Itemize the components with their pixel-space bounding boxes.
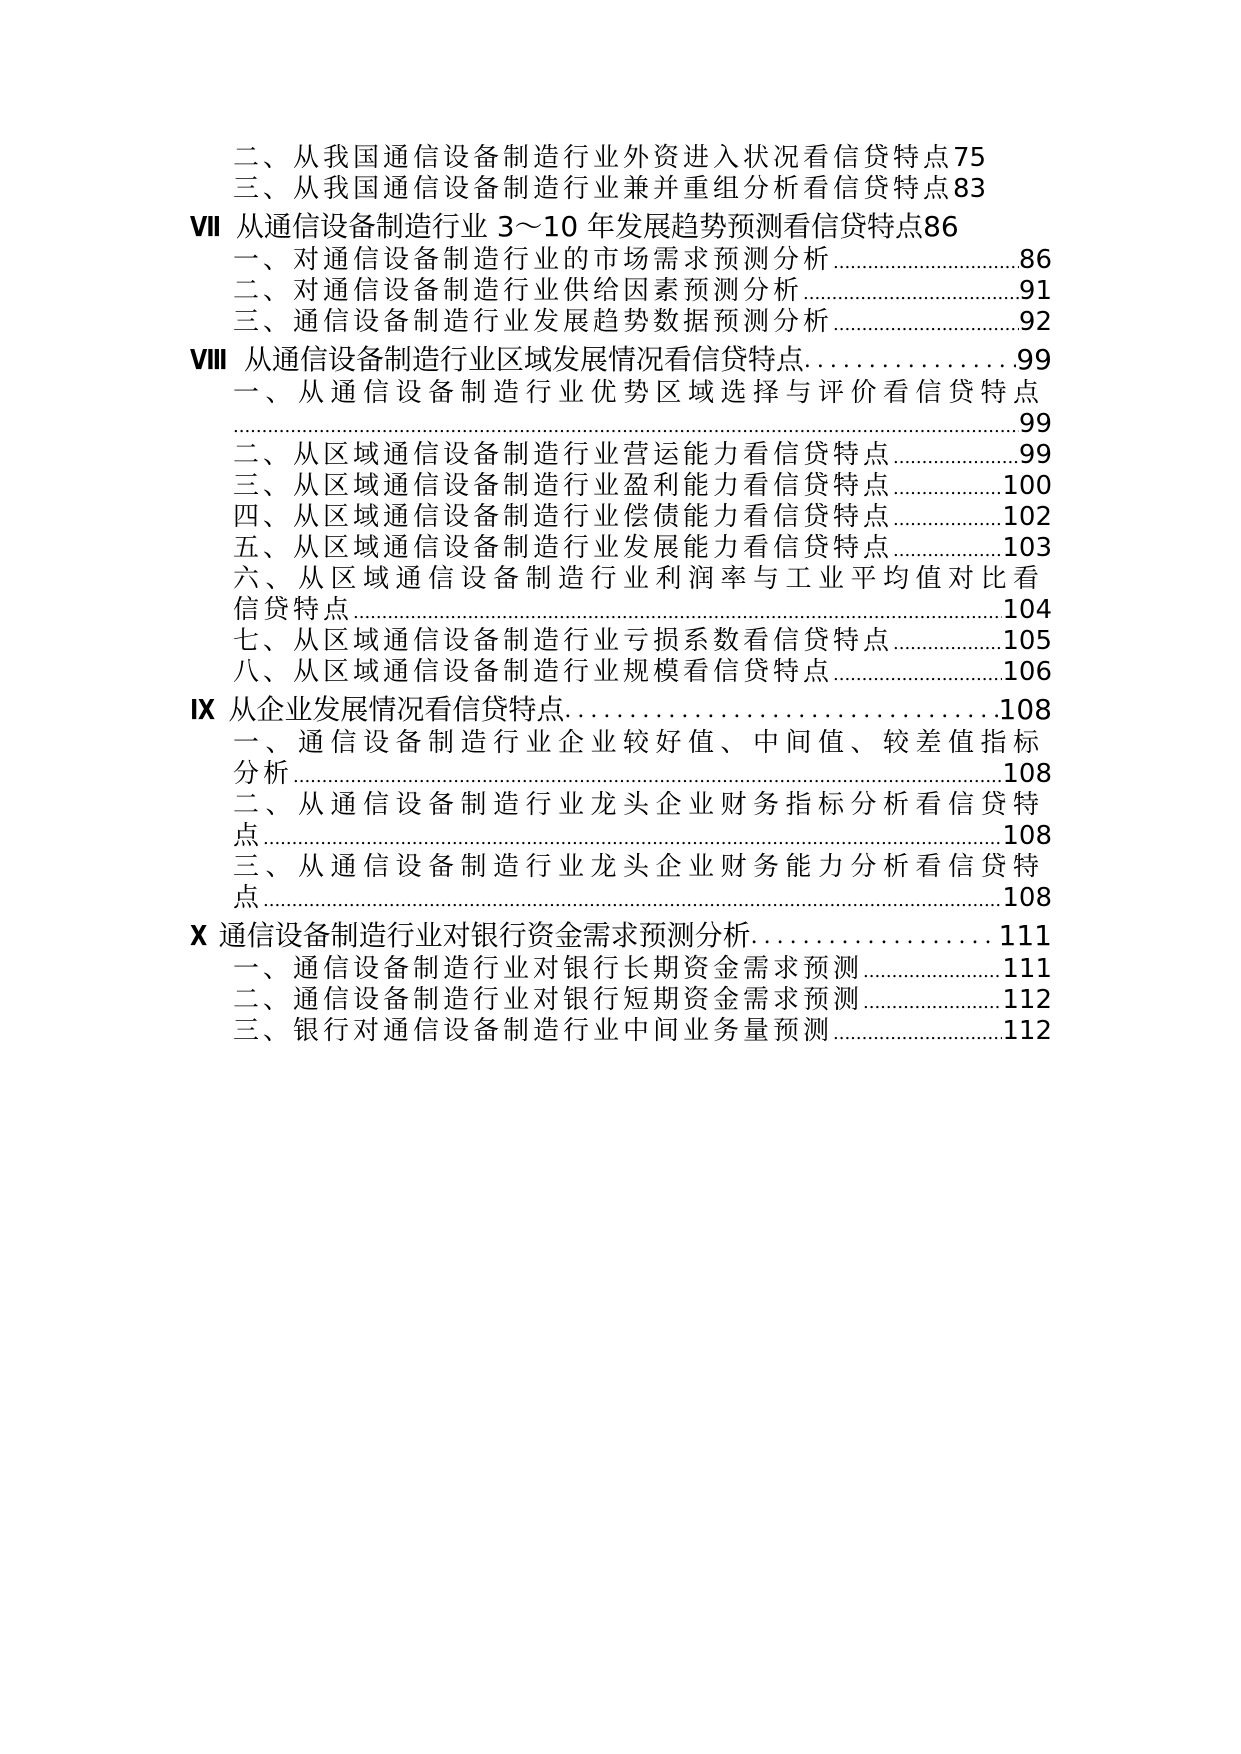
chapter-title: 通信设备制造行业对银行资金需求预测分析 xyxy=(218,919,751,952)
toc-entry-page: 83 xyxy=(953,174,987,204)
toc-entry-title: 二、从区域通信设备制造行业营运能力看信贷特点 xyxy=(233,440,894,470)
chapter-page: 108 xyxy=(998,693,1052,726)
toc-entry-title: 一、从通信设备制造行业优势区域选择与评价看信贷特点 xyxy=(233,378,1046,408)
toc-entry-title: 三、从区域通信设备制造行业盈利能力看信贷特点 xyxy=(233,471,894,501)
toc-entry-title: 一、对通信设备制造行业的市场需求预测分析 xyxy=(233,245,834,275)
toc-entry[interactable] xyxy=(190,564,1052,595)
toc-entry-title: 二、从我国通信设备制造行业外资进入状况看信贷特点 xyxy=(233,143,954,173)
toc-entry[interactable] xyxy=(190,626,1052,657)
toc-entry-title: 信贷特点 xyxy=(233,595,354,625)
toc-entry[interactable] xyxy=(190,143,1052,174)
dot-leader xyxy=(893,449,1019,471)
toc-entry[interactable] xyxy=(190,1016,1052,1047)
toc-entry-title: 二、从通信设备制造行业龙头企业财务指标分析看信贷特 xyxy=(233,790,1046,820)
toc-entry-continuation[interactable] xyxy=(190,595,1052,626)
dot-leader xyxy=(353,604,1002,626)
toc-entry-page: 75 xyxy=(953,143,987,173)
toc-entry-title: 五、从区域通信设备制造行业发展能力看信贷特点 xyxy=(233,533,894,563)
toc-entry[interactable] xyxy=(190,657,1052,688)
dot-leader xyxy=(804,350,1017,378)
toc-entry-title: 一、通信设备制造行业对银行长期资金需求预测 xyxy=(233,954,864,984)
dot-leader xyxy=(233,418,1019,440)
toc-entry[interactable] xyxy=(190,174,1052,205)
chapter-page: 99 xyxy=(1016,343,1052,376)
toc-entry-title: 四、从区域通信设备制造行业偿债能力看信贷特点 xyxy=(233,502,894,532)
chapter-number: Ⅶ xyxy=(190,210,221,243)
toc-entry-page: 91 xyxy=(1018,276,1052,306)
chapter-number: Ⅸ xyxy=(190,693,215,726)
toc-entry-page: 86 xyxy=(1018,245,1052,275)
dot-leader xyxy=(751,926,999,954)
toc-entry-title: 二、通信设备制造行业对银行短期资金需求预测 xyxy=(233,985,864,1015)
dot-leader xyxy=(833,316,1019,338)
toc-entry-page: 111 xyxy=(1002,954,1052,984)
toc-chapter[interactable] xyxy=(190,691,1052,728)
toc-entry[interactable] xyxy=(190,471,1052,502)
dot-leader xyxy=(263,892,1002,914)
toc-entry-page: 100 xyxy=(1002,471,1052,501)
dot-leader xyxy=(863,963,1002,985)
toc-chapter[interactable] xyxy=(190,341,1052,378)
dot-leader xyxy=(833,254,1019,276)
toc-entry[interactable] xyxy=(190,728,1052,759)
toc-entry-page: 92 xyxy=(1018,307,1052,337)
toc-chapter[interactable] xyxy=(190,208,1052,245)
toc-entry[interactable] xyxy=(190,502,1052,533)
dot-leader xyxy=(833,1025,1002,1047)
chapter-number: Ⅹ xyxy=(190,919,207,952)
toc-entry-page: 108 xyxy=(1002,759,1052,789)
toc-entry-title: 三、从通信设备制造行业龙头企业财务能力分析看信贷特 xyxy=(233,852,1046,882)
dot-leader xyxy=(893,542,1002,564)
toc-entry-title: 七、从区域通信设备制造行业亏损系数看信贷特点 xyxy=(233,626,894,656)
toc-entry-title: 点 xyxy=(233,821,264,851)
chapter-title: 从企业发展情况看信贷特点 xyxy=(228,693,565,726)
toc-entry-page: 112 xyxy=(1002,985,1052,1015)
dot-leader xyxy=(564,700,998,728)
toc-entry-title: 点 xyxy=(233,883,264,913)
dot-leader xyxy=(893,511,1002,533)
toc-entry-continuation[interactable] xyxy=(190,409,1052,440)
table-of-contents xyxy=(190,143,1052,1047)
toc-entry[interactable] xyxy=(190,245,1052,276)
toc-entry-continuation[interactable] xyxy=(190,821,1052,852)
chapter-title: 从通信设备制造行业区域发展情况看信贷特点 xyxy=(243,343,804,376)
toc-entry-page: 105 xyxy=(1002,626,1052,656)
toc-entry-page: 108 xyxy=(1002,883,1052,913)
toc-entry-page: 99 xyxy=(1018,409,1052,439)
toc-entry[interactable] xyxy=(190,378,1052,409)
dot-leader xyxy=(833,666,1002,688)
toc-entry[interactable] xyxy=(190,307,1052,338)
toc-entry-title: 六、从区域通信设备制造行业利润率与工业平均值对比看 xyxy=(233,564,1046,594)
dot-leader xyxy=(863,994,1002,1016)
toc-entry-title: 一、通信设备制造行业企业较好值、中间值、较差值指标 xyxy=(233,728,1046,758)
toc-entry-title: 分析 xyxy=(233,759,294,789)
toc-entry-page: 108 xyxy=(1002,821,1052,851)
dot-leader xyxy=(803,285,1019,307)
chapter-page: 111 xyxy=(998,919,1052,952)
toc-entry[interactable] xyxy=(190,954,1052,985)
toc-entry[interactable] xyxy=(190,440,1052,471)
toc-entry[interactable] xyxy=(190,533,1052,564)
dot-leader xyxy=(893,635,1002,657)
dot-leader xyxy=(263,830,1002,852)
toc-entry-title: 八、从区域通信设备制造行业规模看信贷特点 xyxy=(233,657,834,687)
toc-entry[interactable] xyxy=(190,276,1052,307)
toc-entry-title: 二、对通信设备制造行业供给因素预测分析 xyxy=(233,276,804,306)
chapter-title: 从通信设备制造行业 3～10 年发展趋势预测看信贷特点 xyxy=(235,210,924,243)
chapter-page: 86 xyxy=(923,210,959,243)
toc-entry-page: 104 xyxy=(1002,595,1052,625)
toc-entry-continuation[interactable] xyxy=(190,759,1052,790)
toc-entry[interactable] xyxy=(190,790,1052,821)
toc-entry-page: 112 xyxy=(1002,1016,1052,1046)
toc-entry-page: 99 xyxy=(1018,440,1052,470)
toc-entry-title: 三、从我国通信设备制造行业兼并重组分析看信贷特点 xyxy=(233,174,954,204)
toc-entry[interactable] xyxy=(190,985,1052,1016)
toc-entry-page: 103 xyxy=(1002,533,1052,563)
dot-leader xyxy=(893,480,1002,502)
dot-leader xyxy=(293,768,1002,790)
toc-entry[interactable] xyxy=(190,852,1052,883)
toc-entry-title: 三、通信设备制造行业发展趋势数据预测分析 xyxy=(233,307,834,337)
toc-entry-title: 三、银行对通信设备制造行业中间业务量预测 xyxy=(233,1016,834,1046)
toc-entry-page: 106 xyxy=(1002,657,1052,687)
toc-chapter[interactable] xyxy=(190,917,1052,954)
toc-entry-page: 102 xyxy=(1002,502,1052,532)
chapter-number: Ⅷ xyxy=(190,343,227,376)
toc-entry-continuation[interactable] xyxy=(190,883,1052,914)
